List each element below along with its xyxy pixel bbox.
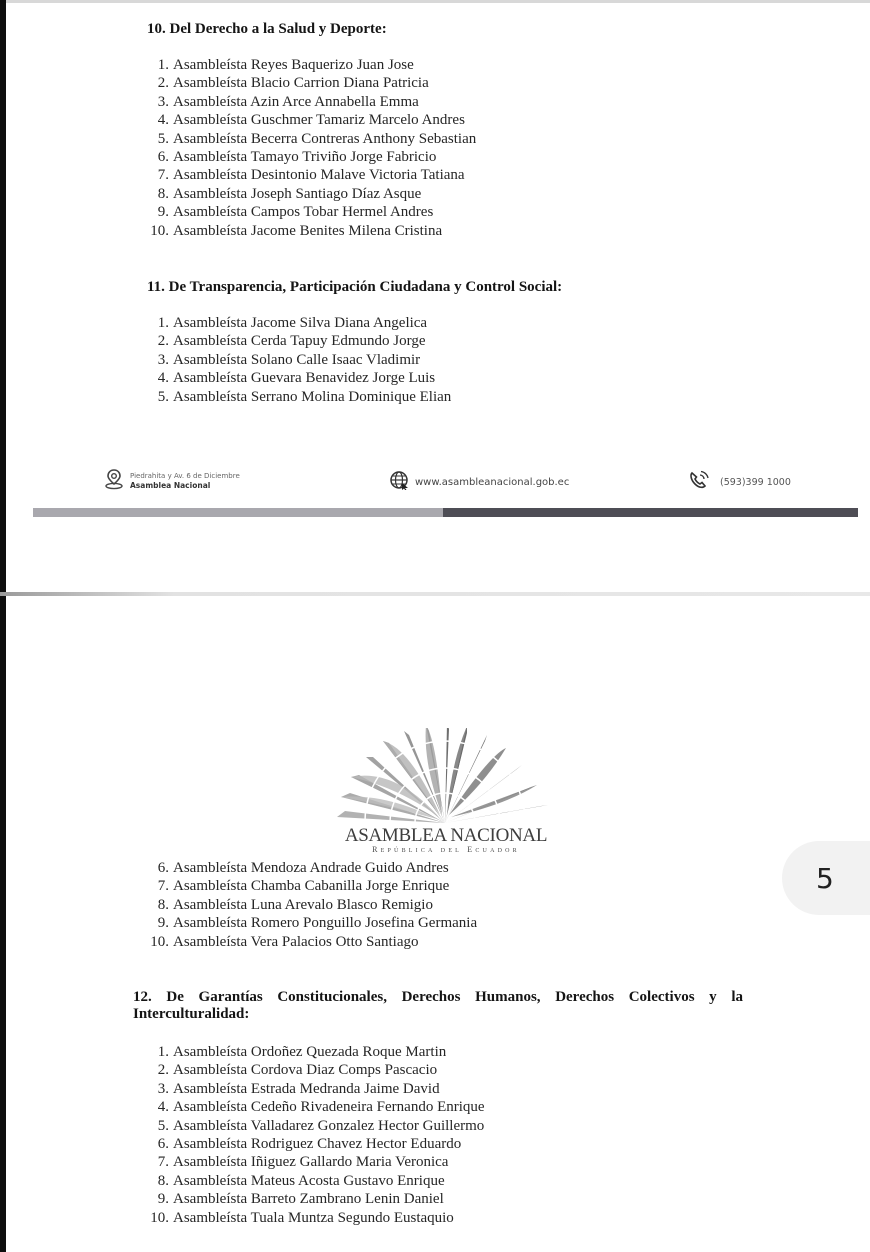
item-number: 3.	[157, 1080, 169, 1097]
item-number: 2.	[157, 1062, 169, 1079]
list-item	[145, 130, 476, 148]
member-name: Asambleísta Campos Tobar Hermel Andres	[173, 204, 434, 221]
list-item	[145, 185, 476, 203]
item-number: 10.	[150, 1209, 169, 1226]
list-item	[145, 1098, 485, 1116]
member-name: Asambleísta Azin Arce Annabella Emma	[173, 93, 419, 110]
member-name: Asambleísta Becerra Contreras Anthony Sebastian	[173, 130, 477, 147]
item-number: 2.	[157, 75, 169, 92]
member-name: Asambleísta Blacio Carrion Diana Patricia	[173, 75, 429, 92]
member-name: Asambleísta Valladarez Gonzalez Hector Guillermo	[173, 1117, 485, 1134]
item-number: 6.	[157, 860, 169, 876]
item-number: 8.	[157, 896, 169, 913]
section-10-member-list	[145, 56, 476, 240]
item-number: 9.	[157, 915, 169, 932]
scan-edge-bottom	[0, 596, 6, 1252]
item-number: 2.	[157, 333, 169, 350]
item-number: 8.	[157, 1172, 169, 1189]
list-item	[145, 166, 476, 184]
list-item	[145, 859, 477, 877]
item-number: 6.	[157, 1136, 169, 1153]
footer-phone	[688, 470, 791, 494]
scan-edge-top	[0, 0, 6, 592]
member-name: Asambleísta Jacome Silva Diana Angelica	[173, 315, 428, 331]
item-number: 7.	[157, 1154, 169, 1171]
item-number: 7.	[157, 167, 169, 184]
list-item	[145, 1209, 485, 1227]
section-11-title: 11. De Transparencia, Participación Ciudadana y Control Social:	[147, 279, 563, 295]
phone-icon	[688, 470, 710, 494]
member-name: Asambleísta Guschmer Tamariz Marcelo Andres	[173, 112, 465, 129]
footer-color-bar	[33, 508, 858, 517]
list-item	[145, 1172, 485, 1190]
organization-name: Asamblea Nacional	[130, 481, 211, 490]
list-item	[145, 369, 451, 387]
item-number: 5.	[157, 388, 169, 405]
member-name: Asambleísta Luna Arevalo Blasco Remigio	[173, 896, 433, 913]
list-item	[145, 56, 476, 74]
member-name: Asambleísta Serrano Molina Dominique Elian	[173, 388, 452, 405]
item-number: 1.	[157, 57, 169, 73]
section-12-title-line2: Interculturalidad:	[133, 1006, 250, 1022]
list-item	[145, 203, 476, 221]
item-number: 9.	[157, 1191, 169, 1208]
list-item	[145, 1190, 485, 1208]
phone-number: (593)399 1000	[720, 476, 791, 488]
list-item	[145, 74, 476, 92]
list-item	[145, 896, 477, 914]
list-item	[145, 914, 477, 932]
document-page-top	[0, 0, 870, 593]
item-number: 7.	[157, 878, 169, 895]
member-name: Asambleísta Rodriguez Chavez Hector Eduardo	[173, 1136, 462, 1153]
list-item	[145, 1117, 485, 1135]
member-name: Asambleísta Solano Calle Isaac Vladimir	[173, 351, 421, 368]
item-number: 5.	[157, 130, 169, 147]
member-name: Asambleísta Chamba Cabanilla Jorge Enrique	[173, 878, 450, 895]
list-item	[145, 1043, 485, 1061]
item-number: 10.	[150, 933, 169, 950]
section-11-member-list	[145, 314, 451, 406]
footer-bar-dark-segment	[443, 508, 858, 517]
item-number: 1.	[157, 315, 169, 331]
item-number: 4.	[157, 112, 169, 129]
member-name: Asambleísta Joseph Santiago Díaz Asque	[173, 185, 422, 202]
item-number: 4.	[157, 1099, 169, 1116]
member-name: Asambleísta Reyes Baquerizo Juan Jose	[173, 57, 414, 73]
member-name: Asambleísta Mendoza Andrade Guido Andres	[173, 860, 449, 876]
item-number: 3.	[157, 351, 169, 368]
footer-bar-light-segment	[33, 508, 443, 517]
website-link[interactable]: www.asambleanacional.gob.ec	[415, 476, 570, 488]
list-item	[145, 93, 476, 111]
member-name: Asambleísta Tamayo Triviño Jorge Fabricio	[173, 149, 437, 166]
member-name: Asambleísta Desintonio Malave Victoria Tatiana	[173, 167, 465, 184]
item-number: 1.	[157, 1044, 169, 1060]
list-item	[145, 148, 476, 166]
item-number: 9.	[157, 204, 169, 221]
list-item	[145, 332, 451, 350]
list-item	[145, 314, 451, 332]
address-line: Piedrahita y Av. 6 de Diciembre	[130, 472, 240, 480]
item-number: 6.	[157, 149, 169, 166]
member-name: Asambleísta Cordova Diaz Comps Pascacio	[173, 1062, 438, 1079]
page-number-badge: 5	[782, 841, 870, 915]
list-item	[145, 1153, 485, 1171]
member-name: Asambleísta Romero Ponguillo Josefina Germania	[173, 915, 478, 932]
section-12-title-line1: 12. De Garantías Constitucionales, Derechos Humanos, Derechos Colectivos y la	[133, 989, 743, 1005]
list-item	[145, 111, 476, 129]
list-item	[145, 388, 451, 406]
member-name: Asambleísta Jacome Benites Milena Cristina	[173, 222, 443, 239]
list-item	[145, 351, 451, 369]
item-number: 10.	[150, 222, 169, 239]
member-name: Asambleísta Iñiguez Gallardo Maria Veronica	[173, 1154, 449, 1171]
globe-icon	[389, 470, 409, 494]
list-item	[145, 222, 476, 240]
member-name: Asambleísta Tuala Muntza Segundo Eustaquio	[173, 1209, 454, 1226]
footer-website	[389, 470, 569, 494]
footer-address	[104, 468, 240, 494]
location-pin-icon	[104, 468, 124, 494]
member-name: Asambleísta Barreto Zambrano Lenin Daniel	[173, 1191, 444, 1208]
member-name: Asambleísta Cedeño Rivadeneira Fernando Enrique	[173, 1099, 485, 1116]
member-name: Asambleísta Cerda Tapuy Edmundo Jorge	[173, 333, 426, 350]
list-item	[145, 1080, 485, 1098]
member-name: Asambleísta Estrada Medranda Jaime David	[173, 1080, 440, 1097]
member-name: Asambleísta Guevara Benavidez Jorge Luis	[173, 370, 436, 387]
item-number: 3.	[157, 93, 169, 110]
section-11-continued-member-list	[145, 859, 477, 951]
section-12-member-list	[145, 1043, 485, 1227]
member-name: Asambleísta Vera Palacios Otto Santiago	[173, 933, 419, 950]
item-number: 8.	[157, 185, 169, 202]
list-item	[145, 1061, 485, 1079]
list-item	[145, 1135, 485, 1153]
list-item	[145, 877, 477, 895]
logo-subtitle: República del Ecuador	[372, 845, 520, 854]
section-10-title: 10. Del Derecho a la Salud y Deporte:	[147, 21, 387, 37]
member-name: Asambleísta Mateus Acosta Gustavo Enrique	[173, 1172, 445, 1189]
item-number: 5.	[157, 1117, 169, 1134]
item-number: 4.	[157, 370, 169, 387]
member-name: Asambleísta Ordoñez Quezada Roque Martin	[173, 1044, 447, 1060]
list-item	[145, 933, 477, 951]
logo-title: ASAMBLEA NACIONAL	[344, 825, 548, 846]
